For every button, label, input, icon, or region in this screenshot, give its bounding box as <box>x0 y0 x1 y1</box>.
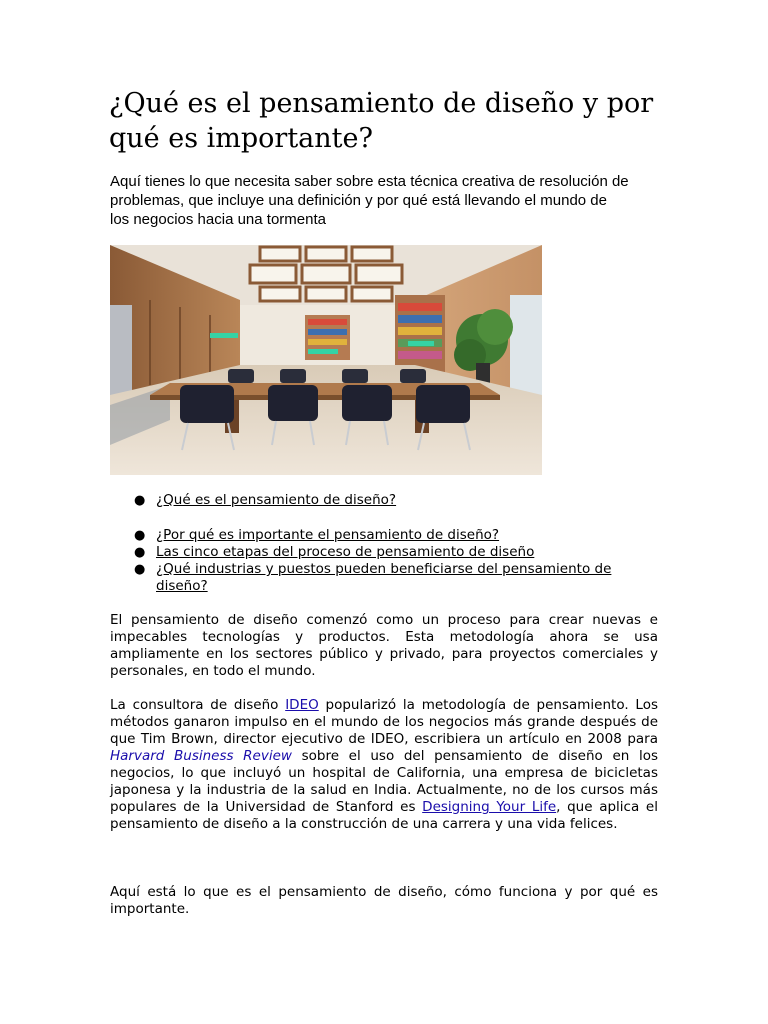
designing-your-life-link[interactable]: Designing Your Life <box>422 799 557 815</box>
toc-item <box>110 561 662 595</box>
toc-link-que-es[interactable]: ¿Qué es el pensamiento de diseño? <box>156 492 397 508</box>
toc-link-industrias[interactable]: ¿Qué industrias y puestos pueden beneficiarse del pensamiento de diseño? <box>156 561 612 594</box>
paragraph-text: popularizó la metodología de pensamiento. Los métodos ganaron impulso en el mundo de los negocios más grande después de que Tim Brown, director ejecutivo de IDEO, escribiera un artículo en 2008 para <box>110 697 658 747</box>
article-subtitle: Aquí tienes lo que necesita saber sobre esta técnica creativa de resolución de problemas, que incluye una definición y por qué está llevando el mundo de los negocios hacia una tormenta <box>110 173 629 228</box>
bullet-icon: ● <box>134 493 146 508</box>
hero-image <box>110 245 542 475</box>
paragraph-text: , que aplica el pensamiento de diseño a la construcción de una carrera y una vida felices. <box>110 799 658 832</box>
paragraph-text: sobre el uso del pensamiento de diseño en los negocios, lo que incluyó un hospital de California, una empresa de bicicletas japonesa y la industria de la salud en India. Actualmente, no de los cursos más populares de la Universidad de Stanford es <box>110 748 658 815</box>
page-title: ¿Qué es el pensamiento de diseño y por qué es importante? <box>109 88 654 154</box>
bullet-icon: ● <box>134 545 146 560</box>
paragraph-ideo <box>110 697 658 833</box>
office-meeting-room-photo <box>110 245 542 475</box>
toc-item <box>110 492 662 509</box>
toc-link-por-que[interactable]: ¿Por qué es importante el pensamiento de diseño? <box>156 527 500 543</box>
paragraph-text: La consultora de diseño <box>110 697 286 713</box>
toc-item <box>110 527 662 544</box>
bullet-icon: ● <box>134 528 146 543</box>
toc-item <box>110 544 662 561</box>
table-of-contents <box>110 492 662 595</box>
harvard-business-review-link[interactable]: Harvard Business Review <box>110 748 292 764</box>
bullet-icon: ● <box>134 562 146 577</box>
paragraph-intro: El pensamiento de diseño comenzó como un proceso para crear nuevas e impecables tecnologías y productos. Esta metodología ahora se usa ampliamente en los sectores público y privado, para proyectos comerciales y personales, en todo el mundo. <box>110 612 658 679</box>
toc-link-cinco-etapas[interactable]: Las cinco etapas del proceso de pensamiento de diseño <box>156 544 535 560</box>
ideo-link[interactable]: IDEO <box>285 697 319 713</box>
paragraph-closing: Aquí está lo que es el pensamiento de diseño, cómo funciona y por qué es importante. <box>110 884 658 917</box>
